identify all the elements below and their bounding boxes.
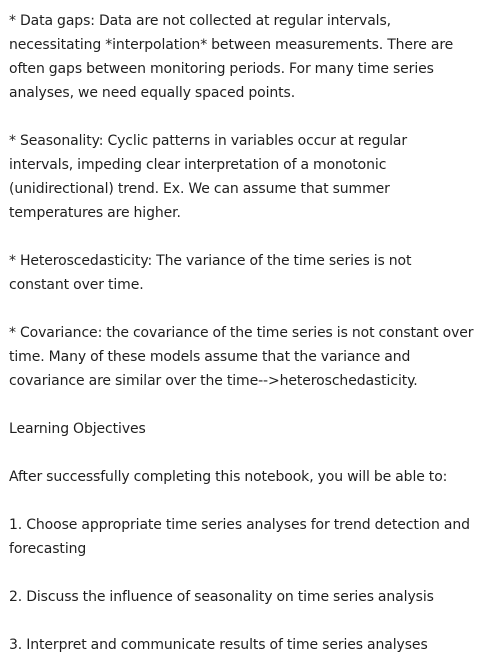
objective-item-2: 2. Discuss the influence of seasonality on time series analysis — [9, 589, 434, 605]
heteroscedasticity-paragraph: * Heteroscedasticity: The variance of the time series is not constant over time. — [9, 253, 412, 293]
learning-objectives-heading: Learning Objectives — [9, 421, 146, 437]
objective-item-3: 3. Interpret and communicate results of time series analyses — [9, 637, 428, 653]
seasonality-paragraph: * Seasonality: Cyclic patterns in variables occur at regular intervals, impeding clear interpretation of a monotonic (unidirectional) trend. Ex. We can assume that summer temperatures are higher. — [9, 133, 408, 221]
objective-item-1: 1. Choose appropriate time series analyses for trend detection and forecasting — [9, 517, 470, 557]
data-gaps-paragraph: * Data gaps: Data are not collected at regular intervals, necessitating *interpolation* between measurements. There are often gaps between monitoring periods. For many time series analyses, we need equally spaced points. — [9, 13, 454, 101]
covariance-paragraph: * Covariance: the covariance of the time series is not constant over time. Many of these models assume that the variance and covariance are similar over the time-->heteroschedasticity. — [9, 325, 474, 389]
objectives-intro: After successfully completing this notebook, you will be able to: — [9, 469, 448, 485]
